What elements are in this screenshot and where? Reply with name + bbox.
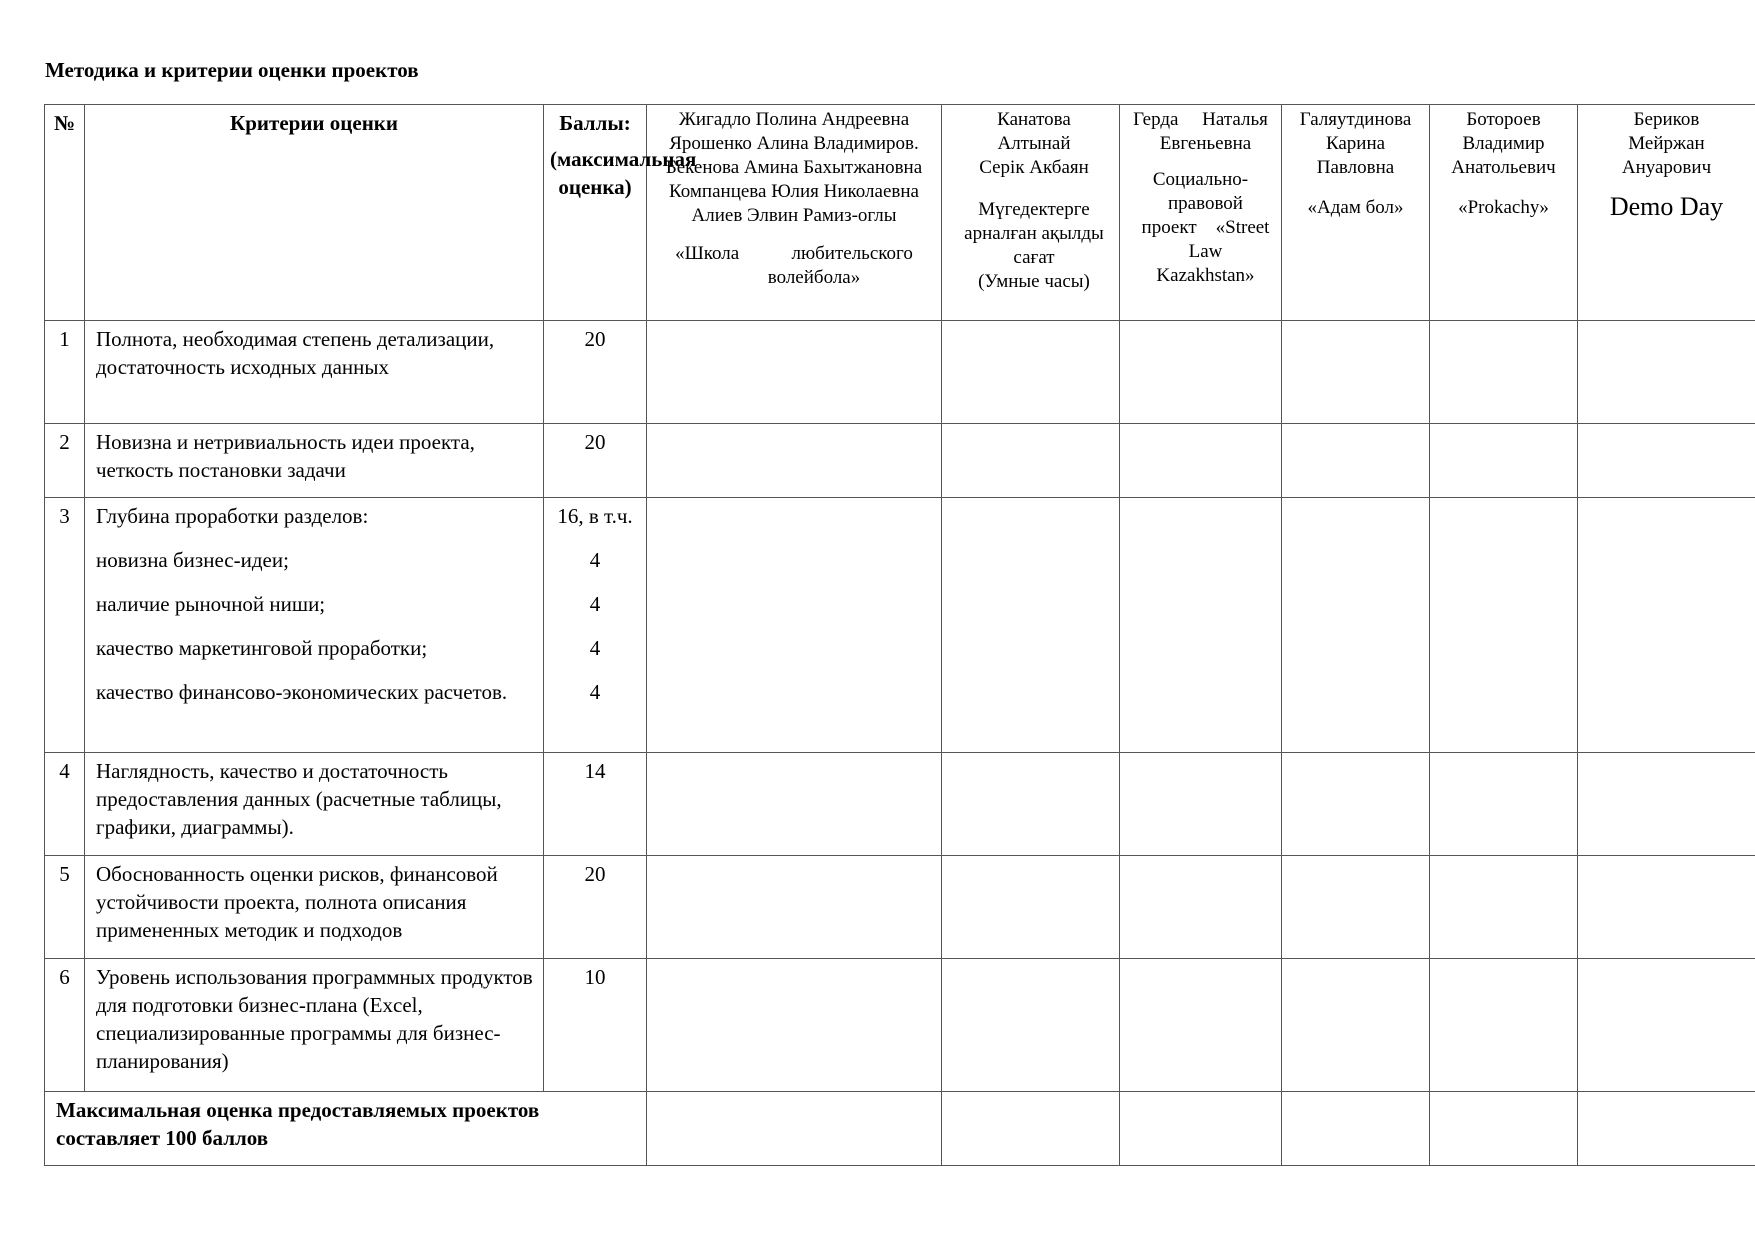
- score-cell[interactable]: [1430, 424, 1578, 498]
- project-5-author-3: Анатольевич: [1451, 157, 1556, 178]
- total-note: Максимальная оценка предоставляемых проектов составляет 100 баллов: [45, 1092, 647, 1166]
- score-cell[interactable]: [647, 856, 942, 959]
- project-1-name-line1: «Школа любительского: [675, 243, 913, 264]
- score-cell[interactable]: [1282, 321, 1430, 424]
- score-cell[interactable]: [1282, 959, 1430, 1092]
- score-cell[interactable]: [942, 1092, 1120, 1166]
- score-cell[interactable]: [647, 424, 942, 498]
- project-2-name-line1: Мүгедектерге: [978, 199, 1090, 220]
- project-column-5: [1430, 105, 1578, 321]
- row-number: 5: [45, 856, 85, 959]
- score-cell[interactable]: [1430, 753, 1578, 856]
- sub-criterion: наличие рыночной ниши;: [96, 592, 326, 616]
- row-number: 1: [45, 321, 85, 424]
- row-criterion: [85, 498, 544, 753]
- project-3-author-2: Евгеньевна: [1159, 133, 1252, 154]
- project-5-author-1: Ботороев: [1466, 109, 1541, 130]
- project-2-name-line3: сағат: [1013, 247, 1055, 268]
- row-points: [544, 498, 647, 753]
- project-5-name: «Prokachy»: [1458, 197, 1549, 218]
- sub-points: 4: [589, 548, 601, 572]
- project-6-author-3: Ануарович: [1621, 157, 1712, 178]
- project-column-1: [647, 105, 942, 321]
- project-4-name: «Адам бол»: [1307, 197, 1404, 218]
- project-3-name-line5: Kazakhstan»: [1156, 265, 1255, 286]
- table-row: [45, 424, 1755, 498]
- score-cell[interactable]: [1120, 1092, 1282, 1166]
- score-cell[interactable]: [1430, 959, 1578, 1092]
- score-cell[interactable]: [647, 959, 942, 1092]
- row-number: 4: [45, 753, 85, 856]
- sub-criterion: качество финансово-экономических расчетов.: [96, 680, 508, 704]
- score-cell[interactable]: [1120, 959, 1282, 1092]
- points-total: 16, в т.ч.: [557, 504, 633, 528]
- score-cell[interactable]: [1120, 753, 1282, 856]
- row-points: 20: [544, 856, 647, 959]
- score-cell[interactable]: [1120, 856, 1282, 959]
- score-cell[interactable]: [647, 1092, 942, 1166]
- row-criterion: Полнота, необходимая степень детализации, достаточность исходных данных: [85, 321, 544, 424]
- project-2-name-line4: (Умные часы): [978, 271, 1090, 292]
- project-6-author-1: Бериков: [1633, 109, 1700, 130]
- score-cell[interactable]: [1578, 424, 1755, 498]
- project-4-author-1: Галяутдинова: [1299, 109, 1412, 130]
- score-cell[interactable]: [1282, 424, 1430, 498]
- score-cell[interactable]: [1578, 498, 1755, 753]
- score-cell[interactable]: [647, 321, 942, 424]
- sub-points: 4: [589, 636, 601, 660]
- header-row: [45, 105, 1755, 321]
- project-column-4: [1282, 105, 1430, 321]
- score-cell[interactable]: [1282, 498, 1430, 753]
- project-2-author-2: Алтынай: [997, 133, 1071, 154]
- project-4-author-2: Карина: [1325, 133, 1386, 154]
- criterion-heading: Глубина проработки разделов:: [96, 504, 369, 528]
- project-6-author-2: Мейржан: [1628, 133, 1705, 154]
- row-criterion: Уровень использования программных продуктов для подготовки бизнес-плана (Excel, специализированные программы для бизнес-планирования): [85, 959, 544, 1092]
- header-points-sub: (максимальная оценка): [550, 147, 697, 199]
- project-1-author-5: Алиев Элвин Рамиз-оглы: [691, 205, 897, 226]
- project-3-name-line3: проект «Street: [1141, 217, 1270, 238]
- project-6-name: Demo Day: [1609, 192, 1724, 221]
- row-points: 10: [544, 959, 647, 1092]
- score-cell[interactable]: [942, 753, 1120, 856]
- project-1-author-3: Бекенова Амина Бахытжановна: [665, 157, 923, 178]
- row-number: 2: [45, 424, 85, 498]
- project-1-author-4: Компанцева Юлия Николаевна: [669, 181, 919, 202]
- project-column-3: [1120, 105, 1282, 321]
- row-number: 3: [45, 498, 85, 753]
- row-points: 20: [544, 321, 647, 424]
- sub-criterion: качество маркетинговой проработки;: [96, 636, 428, 660]
- score-cell[interactable]: [942, 321, 1120, 424]
- project-column-2: [942, 105, 1120, 321]
- project-2-name-line2: арналған ақылды: [964, 223, 1104, 244]
- row-criterion: Новизна и нетривиальность идеи проекта, четкость постановки задачи: [85, 424, 544, 498]
- project-3-name-line4: Law: [1188, 241, 1223, 262]
- sub-criterion: новизна бизнес-идеи;: [96, 548, 289, 572]
- score-cell[interactable]: [647, 498, 942, 753]
- score-cell[interactable]: [1578, 856, 1755, 959]
- header-points-label: Баллы:: [559, 111, 631, 135]
- score-cell[interactable]: [1578, 321, 1755, 424]
- table-row: [45, 498, 1755, 753]
- row-criterion: Наглядность, качество и достаточность предоставления данных (расчетные таблицы, графики, диаграммы).: [85, 753, 544, 856]
- score-cell[interactable]: [942, 856, 1120, 959]
- project-1-author-2: Ярошенко Алина Владимиров.: [669, 133, 919, 154]
- header-criteria: Критерии оценки: [85, 105, 544, 321]
- table-row: [45, 321, 1755, 424]
- score-cell[interactable]: [1578, 1092, 1755, 1166]
- project-2-author-1: Канатова: [997, 109, 1071, 130]
- total-row: [45, 1092, 1755, 1166]
- table-row: [45, 856, 1755, 959]
- score-cell[interactable]: [1430, 1092, 1578, 1166]
- project-column-6: [1578, 105, 1755, 321]
- project-3-name-line1: Социально-: [1152, 169, 1249, 190]
- header-num: №: [45, 105, 85, 321]
- score-cell[interactable]: [942, 424, 1120, 498]
- document-title: Методика и критерии оценки проектов: [45, 58, 419, 82]
- project-3-author-1: Герда Наталья: [1133, 109, 1268, 130]
- sub-points: 4: [589, 592, 601, 616]
- score-cell[interactable]: [1430, 321, 1578, 424]
- row-points: 14: [544, 753, 647, 856]
- row-points: 20: [544, 424, 647, 498]
- score-cell[interactable]: [1282, 1092, 1430, 1166]
- row-number: 6: [45, 959, 85, 1092]
- project-4-author-3: Павловна: [1316, 157, 1395, 178]
- row-criterion: Обоснованность оценки рисков, финансовой устойчивости проекта, полнота описания примененных методик и подходов: [85, 856, 544, 959]
- score-cell[interactable]: [647, 753, 942, 856]
- score-cell[interactable]: [942, 959, 1120, 1092]
- score-cell[interactable]: [1578, 959, 1755, 1092]
- score-cell[interactable]: [942, 498, 1120, 753]
- evaluation-table: [44, 104, 1755, 1166]
- score-cell[interactable]: [1282, 856, 1430, 959]
- table-row: [45, 753, 1755, 856]
- table-row: [45, 959, 1755, 1092]
- score-cell[interactable]: [1282, 753, 1430, 856]
- project-2-author-3: Серік Акбаян: [979, 157, 1089, 178]
- score-cell[interactable]: [1120, 424, 1282, 498]
- project-1-name-line2: волейбола»: [767, 267, 861, 288]
- header-points: [544, 105, 697, 321]
- score-cell[interactable]: [1430, 498, 1578, 753]
- score-cell[interactable]: [1120, 321, 1282, 424]
- project-3-name-line2: правовой: [1168, 193, 1243, 214]
- score-cell[interactable]: [1578, 753, 1755, 856]
- score-cell[interactable]: [1120, 498, 1282, 753]
- project-1-author-1: Жигадло Полина Андреевна: [678, 109, 910, 130]
- project-5-author-2: Владимир: [1462, 133, 1545, 154]
- sub-points: 4: [589, 680, 601, 704]
- score-cell[interactable]: [1430, 856, 1578, 959]
